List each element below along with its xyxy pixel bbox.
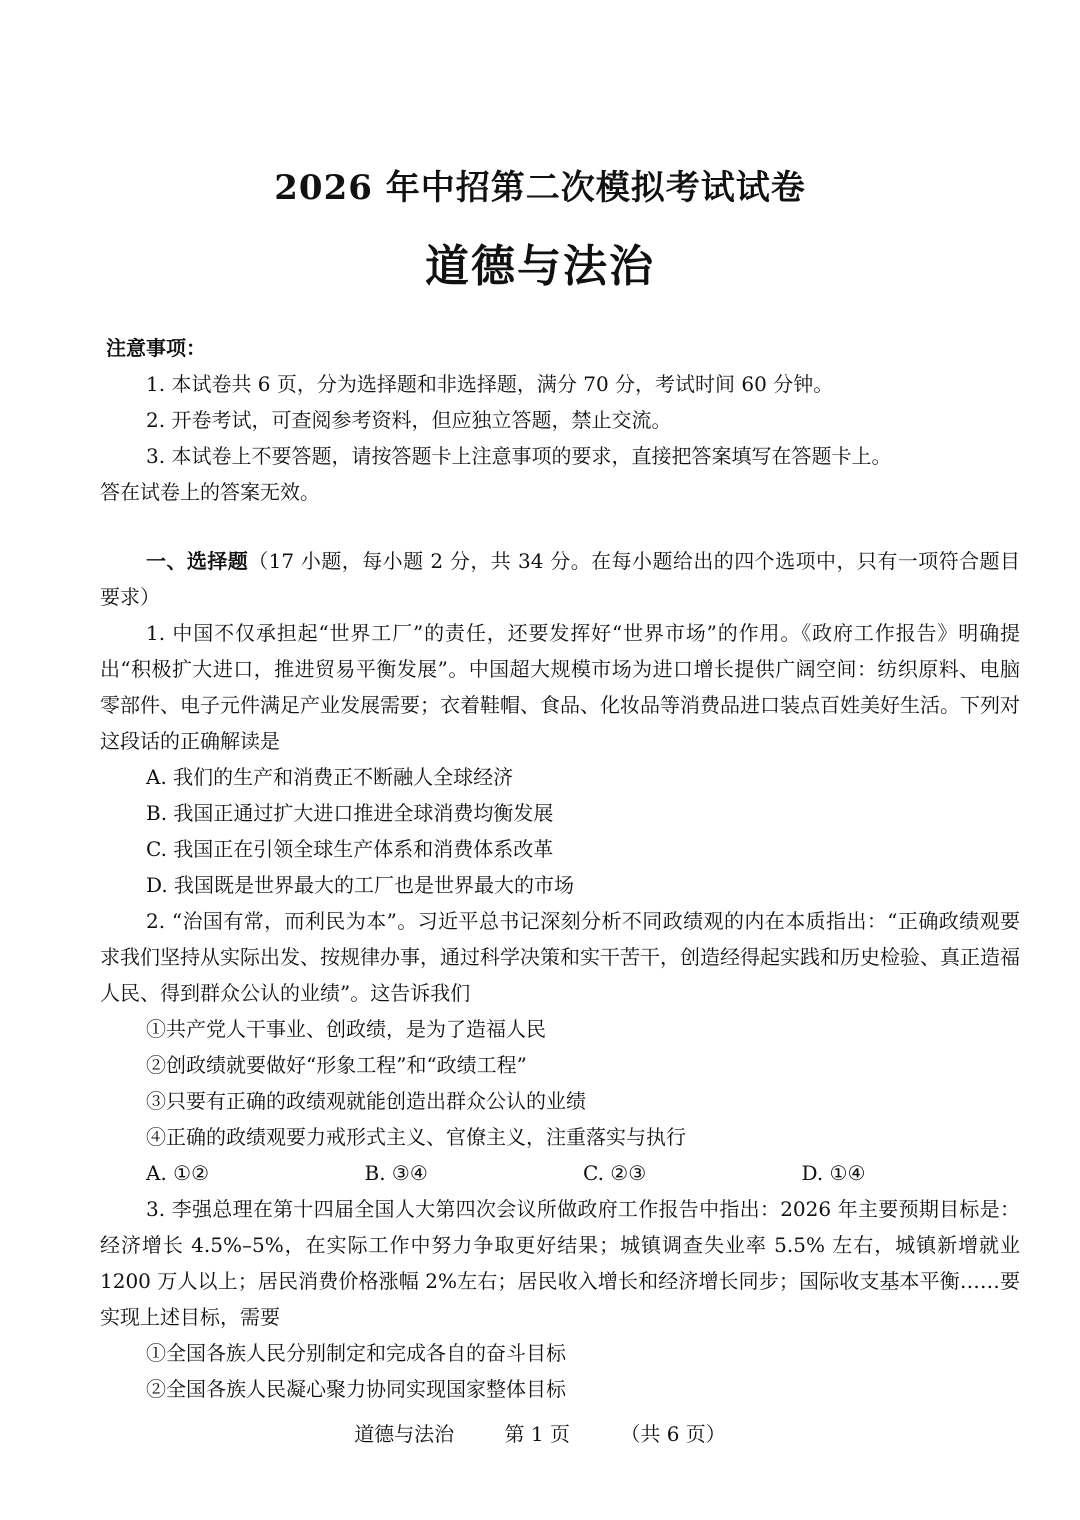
question-2-stem: 2. “治国有常，而利民为本”。习近平总书记深刻分析不同政绩观的内在本质指出：“正确政绩观要求我们坚持从实际出发、按规律办事，通过科学决策和实干苦干，创造经得起实践和历史检验、真正造福人民、得到群众公认的业绩”。这告诉我们 [100,909,1020,1005]
notes-heading: 注意事项： [106,336,206,360]
question-1-stem: 1. 中国不仅承担起“世界工厂”的责任，还要发挥好“世界市场”的作用。《政府工作报告》明确提出“积极扩大进口，推进贸易平衡发展”。中国超大规模市场为进口增长提供广阔空间：纺织原料、电脑零部件、电子元件满足产业发展需要；衣着鞋帽、食品、化妆品等消费品进口装点百姓美好生活。下列对这段话的正确解读是 [100,621,1020,753]
footer-total-pages: （共 6 页） [620,1422,726,1446]
question-1-option-c: C. 我国正在引领全球生产体系和消费体系改革 [146,837,554,861]
question-3-stem: 3. 李强总理在第十四届全国人大第四次会议所做政府工作报告中指出：2026 年主要预期目标是：经济增长 4.5%–5%，在实际工作中努力争取更好结果；城镇调查失业率 5.5% 左右，城镇新增就业 1200 万人以上；居民消费价格涨幅 2%左右；居民收入增长和经济增长同步；国际收支基本平衡……要实现上述目标，需要 [100,1197,1020,1329]
question-2-statement-4: ④正确的政绩观要力戒形式主义、官僚主义，注重落实与执行 [146,1125,686,1149]
question-2-statement-1: ①共产党人干事业、创政绩，是为了造福人民 [146,1017,546,1041]
note-continuation: 答在试卷上的答案无效。 [100,480,320,504]
footer-subject: 道德与法治 [354,1422,455,1446]
question-2-choice-d: D. ①④ [801,1161,866,1185]
footer-page-number: 第 1 页 [504,1422,570,1446]
section-description: （17 小题，每小题 2 分，共 34 分。在每小题给出的四个选项中，只有一项符合题目要求） [100,549,1020,609]
question-2-choice-a: A. ①② [146,1161,210,1185]
question-2-statement-3: ③只要有正确的政绩观就能创造出群众公认的业绩 [146,1089,586,1113]
subject-title: 道德与法治 [425,241,655,292]
question-3-statement-2: ②全国各族人民凝心聚力协同实现国家整体目标 [146,1377,566,1401]
question-2-choice-c: C. ②③ [583,1161,647,1185]
question-1-option-d: D. 我国既是世界最大的工厂也是世界最大的市场 [146,873,575,897]
question-3-statement-1: ①全国各族人民分别制定和完成各自的奋斗目标 [146,1341,566,1365]
question-1-option-b: B. 我国正通过扩大进口推进全球消费均衡发展 [146,801,554,825]
question-1-option-a: A. 我们的生产和消费正不断融人全球经济 [146,765,514,789]
note-item: 3. 本试卷上不要答题，请按答题卡上注意事项的要求，直接把答案填写在答题卡上。 [146,444,892,468]
question-2-choice-b: B. ③④ [364,1161,428,1185]
note-item: 2. 开卷考试，可查阅参考资料，但应独立答题，禁止交流。 [146,408,672,432]
exam-title: 2026 年中招第二次模拟考试试卷 [274,168,806,208]
section-choice [100,543,1020,1407]
section-title: 一、选择题 [146,549,249,573]
question-2-choices [100,1155,1020,1191]
section-heading [100,543,1020,615]
note-item: 1. 本试卷共 6 页，分为选择题和非选择题，满分 70 分，考试时间 60 分钟。 [146,372,834,396]
question-2-statement-2: ②创政绩就要做好“形象工程”和“政绩工程” [146,1053,527,1077]
notes-block [100,330,1020,510]
page-footer [0,1418,1080,1447]
